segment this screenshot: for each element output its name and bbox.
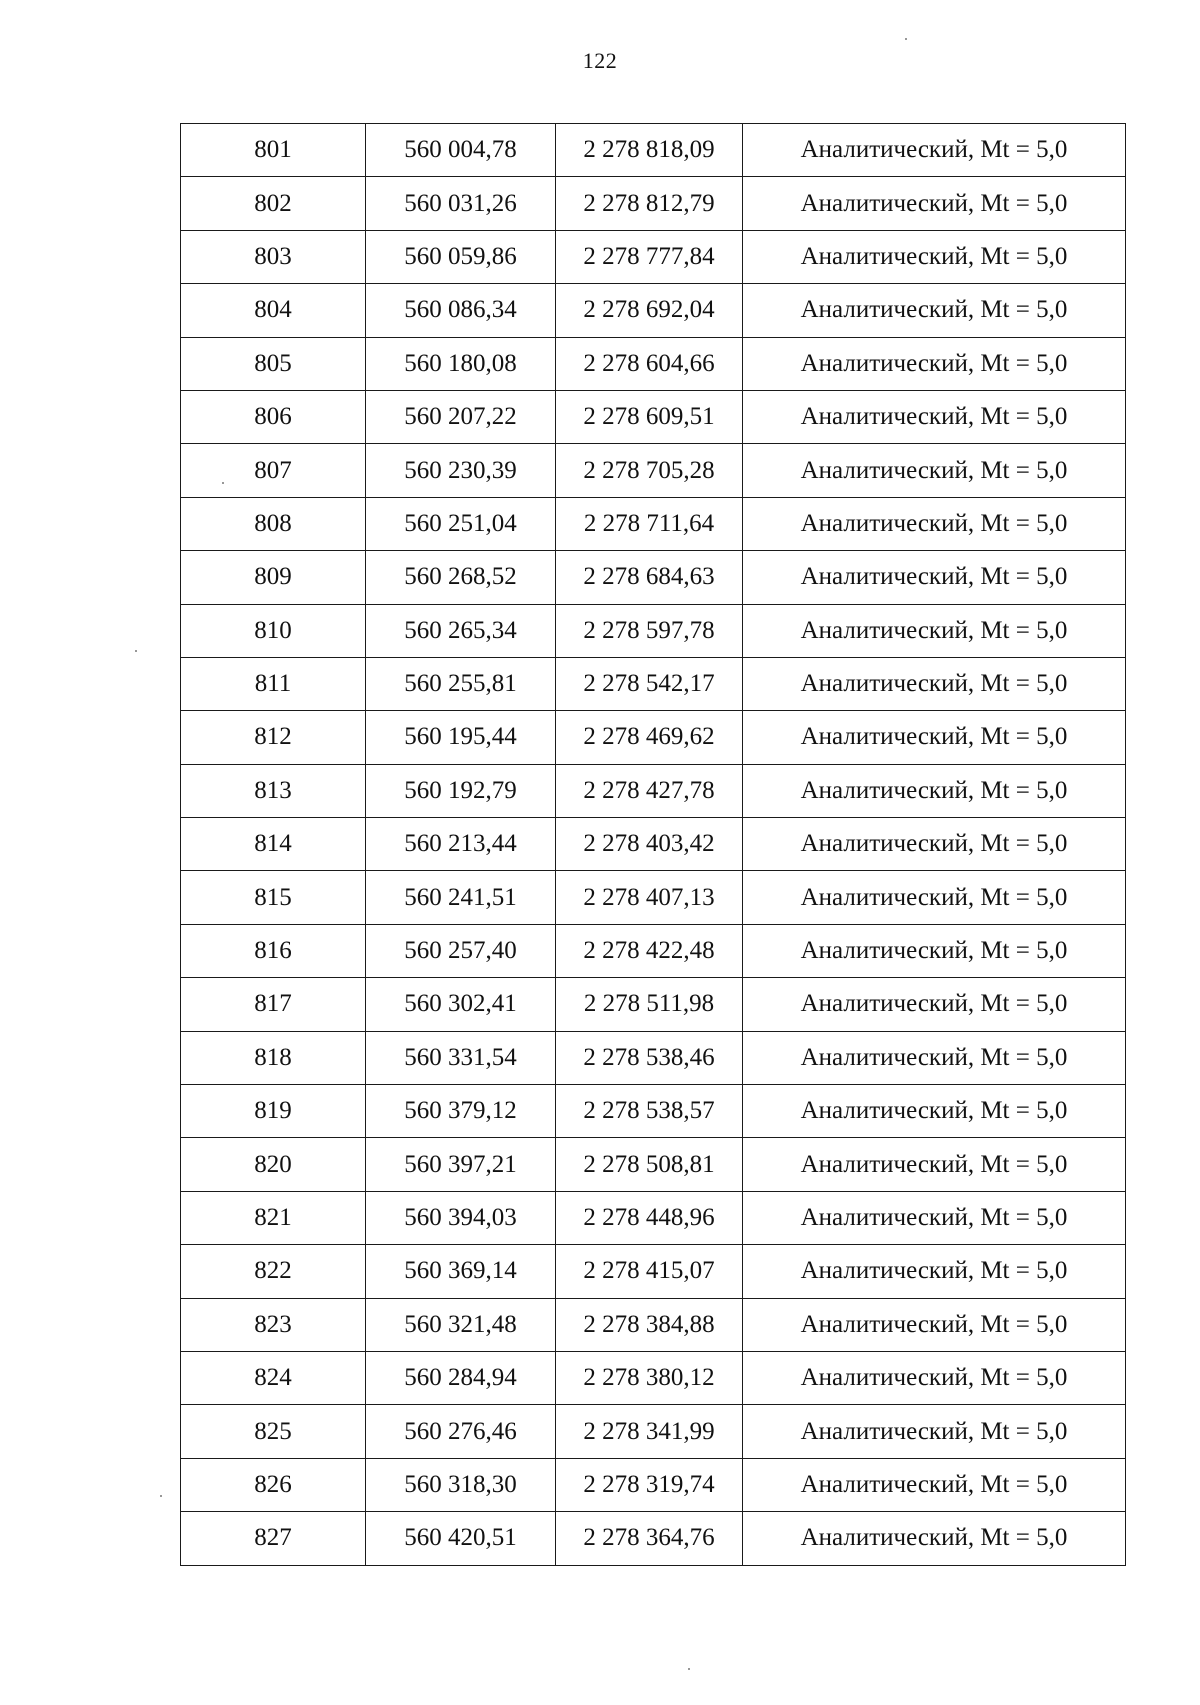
method-cell: Аналитический, Mt = 5,0 [743, 1031, 1126, 1084]
method-cell: Аналитический, Mt = 5,0 [743, 124, 1126, 177]
table-row [181, 1031, 1126, 1084]
y-coordinate-cell: 2 278 384,88 [556, 1298, 743, 1351]
method-cell: Аналитический, Mt = 5,0 [743, 604, 1126, 657]
y-coordinate-cell: 2 278 469,62 [556, 711, 743, 764]
point-number-cell: 819 [181, 1085, 366, 1138]
x-coordinate-cell: 560 302,41 [366, 978, 556, 1031]
table-row [181, 604, 1126, 657]
x-coordinate-cell: 560 241,51 [366, 871, 556, 924]
x-coordinate-cell: 560 276,46 [366, 1405, 556, 1458]
point-number-cell: 812 [181, 711, 366, 764]
y-coordinate-cell: 2 278 511,98 [556, 978, 743, 1031]
x-coordinate-cell: 560 230,39 [366, 444, 556, 497]
table-row [181, 337, 1126, 390]
x-coordinate-cell: 560 331,54 [366, 1031, 556, 1084]
y-coordinate-cell: 2 278 777,84 [556, 230, 743, 283]
x-coordinate-cell: 560 213,44 [366, 818, 556, 871]
point-number-cell: 805 [181, 337, 366, 390]
table-row [181, 390, 1126, 443]
point-number-cell: 823 [181, 1298, 366, 1351]
coordinates-table [180, 123, 1126, 1566]
point-number-cell: 816 [181, 924, 366, 977]
table-row [181, 924, 1126, 977]
x-coordinate-cell: 560 265,34 [366, 604, 556, 657]
table-row [181, 1245, 1126, 1298]
x-coordinate-cell: 560 180,08 [366, 337, 556, 390]
y-coordinate-cell: 2 278 692,04 [556, 284, 743, 337]
point-number-cell: 801 [181, 124, 366, 177]
x-coordinate-cell: 560 086,34 [366, 284, 556, 337]
y-coordinate-cell: 2 278 812,79 [556, 177, 743, 230]
point-number-cell: 827 [181, 1512, 366, 1565]
y-coordinate-cell: 2 278 604,66 [556, 337, 743, 390]
table-row [181, 711, 1126, 764]
method-cell: Аналитический, Mt = 5,0 [743, 1512, 1126, 1565]
table-row [181, 1298, 1126, 1351]
y-coordinate-cell: 2 278 818,09 [556, 124, 743, 177]
table-row [181, 124, 1126, 177]
point-number-cell: 810 [181, 604, 366, 657]
point-number-cell: 802 [181, 177, 366, 230]
scan-speck [688, 1668, 690, 1670]
x-coordinate-cell: 560 195,44 [366, 711, 556, 764]
method-cell: Аналитический, Mt = 5,0 [743, 1298, 1126, 1351]
scan-speck [222, 482, 224, 484]
point-number-cell: 821 [181, 1191, 366, 1244]
table-row [181, 1138, 1126, 1191]
x-coordinate-cell: 560 318,30 [366, 1458, 556, 1511]
table-row [181, 818, 1126, 871]
x-coordinate-cell: 560 004,78 [366, 124, 556, 177]
y-coordinate-cell: 2 278 542,17 [556, 657, 743, 710]
point-number-cell: 806 [181, 390, 366, 443]
table-row [181, 444, 1126, 497]
table-row [181, 657, 1126, 710]
table-row [181, 1191, 1126, 1244]
method-cell: Аналитический, Mt = 5,0 [743, 657, 1126, 710]
point-number-cell: 817 [181, 978, 366, 1031]
x-coordinate-cell: 560 397,21 [366, 1138, 556, 1191]
x-coordinate-cell: 560 059,86 [366, 230, 556, 283]
method-cell: Аналитический, Mt = 5,0 [743, 551, 1126, 604]
table-row [181, 1512, 1126, 1565]
table-row [181, 1085, 1126, 1138]
x-coordinate-cell: 560 369,14 [366, 1245, 556, 1298]
x-coordinate-cell: 560 284,94 [366, 1351, 556, 1404]
table-row [181, 497, 1126, 550]
x-coordinate-cell: 560 192,79 [366, 764, 556, 817]
y-coordinate-cell: 2 278 380,12 [556, 1351, 743, 1404]
method-cell: Аналитический, Mt = 5,0 [743, 230, 1126, 283]
y-coordinate-cell: 2 278 597,78 [556, 604, 743, 657]
coordinates-table-body [181, 124, 1126, 1566]
scan-speck [160, 1495, 162, 1497]
method-cell: Аналитический, Mt = 5,0 [743, 444, 1126, 497]
point-number-cell: 813 [181, 764, 366, 817]
x-coordinate-cell: 560 379,12 [366, 1085, 556, 1138]
point-number-cell: 808 [181, 497, 366, 550]
x-coordinate-cell: 560 257,40 [366, 924, 556, 977]
method-cell: Аналитический, Mt = 5,0 [743, 1191, 1126, 1244]
method-cell: Аналитический, Mt = 5,0 [743, 1138, 1126, 1191]
x-coordinate-cell: 560 420,51 [366, 1512, 556, 1565]
table-row [181, 978, 1126, 1031]
table-row [181, 764, 1126, 817]
y-coordinate-cell: 2 278 684,63 [556, 551, 743, 604]
x-coordinate-cell: 560 207,22 [366, 390, 556, 443]
table-row [181, 871, 1126, 924]
table-row [181, 284, 1126, 337]
point-number-cell: 818 [181, 1031, 366, 1084]
method-cell: Аналитический, Mt = 5,0 [743, 711, 1126, 764]
method-cell: Аналитический, Mt = 5,0 [743, 871, 1126, 924]
y-coordinate-cell: 2 278 538,46 [556, 1031, 743, 1084]
point-number-cell: 820 [181, 1138, 366, 1191]
y-coordinate-cell: 2 278 448,96 [556, 1191, 743, 1244]
method-cell: Аналитический, Mt = 5,0 [743, 284, 1126, 337]
y-coordinate-cell: 2 278 538,57 [556, 1085, 743, 1138]
x-coordinate-cell: 560 255,81 [366, 657, 556, 710]
point-number-cell: 825 [181, 1405, 366, 1458]
table-row [181, 1405, 1126, 1458]
method-cell: Аналитический, Mt = 5,0 [743, 177, 1126, 230]
table-row [181, 177, 1126, 230]
point-number-cell: 803 [181, 230, 366, 283]
table-row [181, 551, 1126, 604]
point-number-cell: 807 [181, 444, 366, 497]
method-cell: Аналитический, Mt = 5,0 [743, 497, 1126, 550]
x-coordinate-cell: 560 268,52 [366, 551, 556, 604]
y-coordinate-cell: 2 278 508,81 [556, 1138, 743, 1191]
table-row [181, 1351, 1126, 1404]
scan-speck [905, 38, 907, 40]
y-coordinate-cell: 2 278 427,78 [556, 764, 743, 817]
page-number: 122 [582, 48, 618, 73]
point-number-cell: 804 [181, 284, 366, 337]
table-row [181, 1458, 1126, 1511]
y-coordinate-cell: 2 278 319,74 [556, 1458, 743, 1511]
y-coordinate-cell: 2 278 711,64 [556, 497, 743, 550]
x-coordinate-cell: 560 394,03 [366, 1191, 556, 1244]
y-coordinate-cell: 2 278 364,76 [556, 1512, 743, 1565]
point-number-cell: 826 [181, 1458, 366, 1511]
x-coordinate-cell: 560 321,48 [366, 1298, 556, 1351]
point-number-cell: 824 [181, 1351, 366, 1404]
method-cell: Аналитический, Mt = 5,0 [743, 1351, 1126, 1404]
point-number-cell: 815 [181, 871, 366, 924]
y-coordinate-cell: 2 278 407,13 [556, 871, 743, 924]
point-number-cell: 811 [181, 657, 366, 710]
y-coordinate-cell: 2 278 609,51 [556, 390, 743, 443]
method-cell: Аналитический, Mt = 5,0 [743, 1458, 1126, 1511]
x-coordinate-cell: 560 031,26 [366, 177, 556, 230]
point-number-cell: 814 [181, 818, 366, 871]
method-cell: Аналитический, Mt = 5,0 [743, 390, 1126, 443]
scan-speck [135, 650, 137, 652]
y-coordinate-cell: 2 278 403,42 [556, 818, 743, 871]
method-cell: Аналитический, Mt = 5,0 [743, 818, 1126, 871]
x-coordinate-cell: 560 251,04 [366, 497, 556, 550]
method-cell: Аналитический, Mt = 5,0 [743, 1405, 1126, 1458]
table-row [181, 230, 1126, 283]
method-cell: Аналитический, Mt = 5,0 [743, 764, 1126, 817]
method-cell: Аналитический, Mt = 5,0 [743, 1245, 1126, 1298]
method-cell: Аналитический, Mt = 5,0 [743, 1085, 1126, 1138]
point-number-cell: 822 [181, 1245, 366, 1298]
y-coordinate-cell: 2 278 341,99 [556, 1405, 743, 1458]
y-coordinate-cell: 2 278 415,07 [556, 1245, 743, 1298]
method-cell: Аналитический, Mt = 5,0 [743, 924, 1126, 977]
y-coordinate-cell: 2 278 422,48 [556, 924, 743, 977]
y-coordinate-cell: 2 278 705,28 [556, 444, 743, 497]
point-number-cell: 809 [181, 551, 366, 604]
method-cell: Аналитический, Mt = 5,0 [743, 337, 1126, 390]
method-cell: Аналитический, Mt = 5,0 [743, 978, 1126, 1031]
